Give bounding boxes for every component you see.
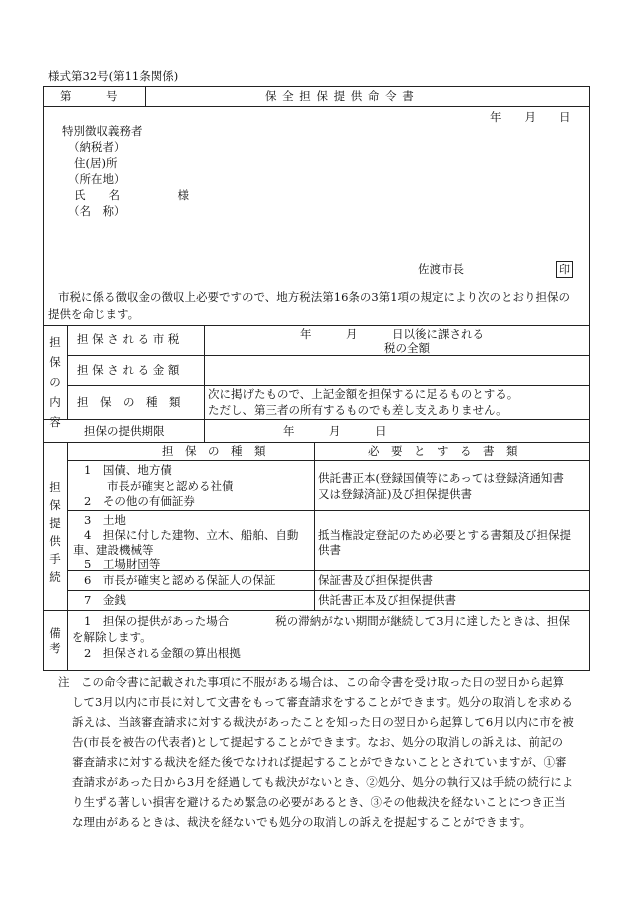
collateral-type-label: 担 保 の 種 類 [77, 395, 181, 409]
note-line-3: 訴えは、当該審査請求に対する裁決があったことを知った日の翌日から起算して6月以内に市を被 [72, 715, 574, 729]
document-number-label: 第 号 [60, 89, 118, 103]
secured-amount-label: 担 保 さ れ る 金 額 [77, 363, 180, 377]
note-line-8: な理由があるときは、裁決を経ないでも処分の取消しの訴えを提起することができます。 [72, 815, 532, 829]
procedure-row-2-kind-line3: 車、建設機械等 [73, 543, 154, 557]
note-line-7: り生ずる著しい損害を避けるため緊急の必要があるとき、③その他裁決を経ないことにつき正当 [72, 795, 566, 809]
procedure-row-1-doc-line1: 供託書正本(登録国債等にあっては登録済通知書 [318, 471, 564, 485]
document-title: 保 全 担 保 提 供 命 令 書 [265, 89, 415, 103]
issue-date: 年 月 日 [490, 110, 571, 124]
procedure-row-3-kind: 6 市長が確実と認める保証人の保証 [84, 573, 276, 587]
issuer-name: 佐渡市長 [418, 262, 464, 276]
recipient-taxpayer-label: （納税者） [68, 140, 126, 154]
secured-tax-label: 担 保 さ れ る 市 税 [77, 332, 180, 346]
procedure-row-2-doc-line2: 供書 [318, 543, 341, 557]
procedure-kind-header: 担 保 の 種 類 [162, 444, 266, 458]
intro-text-line1: 市税に係る徴収金の徴収上必要ですので、地方税法第16条の3第1項の規定により次のとおり担保の [58, 290, 571, 304]
remarks-line1: 1 担保の提供があった場合 税の滞納がない期間が継続して3月に達したときは、担保 [84, 614, 571, 628]
recipient-location-label: （所在地） [68, 172, 126, 186]
procedure-side-label: 担保提供手続 [49, 480, 61, 584]
note-line-6: 査請求があった日から3月を経過しても裁決がないとき、②処分、処分の執行又は手続の続行によ [72, 775, 574, 789]
procedure-row-2-kind-line2: 4 担保に付した建物、立木、船舶、自動 [84, 528, 299, 542]
remarks-line3: 2 担保される金額の算出根拠 [84, 646, 241, 660]
note-line-1: 注 この命令書に記載された事項に不服がある場合は、この命令書を受け取った日の翌日から起算 [58, 675, 564, 689]
intro-text-line2: 提供を命じます。 [48, 307, 140, 321]
official-seal: 印 [556, 261, 573, 278]
remarks-line2: を解除します。 [72, 630, 152, 644]
procedure-row-4-kind: 7 金銭 [84, 593, 126, 607]
procedure-row-2-kind-line1: 3 土地 [84, 513, 126, 527]
recipient-name-label: 氏 名 様 [74, 188, 189, 202]
procedure-row-3-doc: 保証書及び担保提供書 [318, 573, 433, 587]
form-number: 様式第32号(第11条関係) [48, 69, 179, 83]
recipient-corp-name-label: （名 称） [68, 204, 126, 218]
note-line-2: して3月以内に市長に対して文書をもって審査請求をすることができます。処分の取消しを求める [72, 695, 573, 709]
procedure-docs-header: 必 要 と す る 書 類 [368, 444, 518, 458]
procedure-row-4-doc: 供託書正本及び担保提供書 [318, 593, 456, 607]
collateral-content-side-label: 担保の内容 [49, 335, 61, 429]
deadline-label: 担保の提供期限 [84, 424, 165, 438]
procedure-row-1-doc-line2: 又は登録済証)及び担保提供書 [318, 487, 472, 501]
deadline-value: 年 月 日 [283, 424, 387, 438]
collateral-type-text-line2: ただし、第三者の所有するものでも差し支えありません。 [208, 403, 508, 417]
procedure-row-2-doc-line1: 抵当権設定登記のため必要とする書類及び担保提 [318, 528, 571, 542]
collateral-type-text-line1: 次に掲げたもので、上記金額を担保するに足るものとする。 [208, 387, 519, 401]
note-line-5: 審査請求に対する裁決を経た後でなければ提起することができないこととされていますが、①審 [72, 755, 567, 769]
recipient-address-label: 住(居)所 [74, 156, 118, 170]
secured-tax-date: 年 月 日以後に課される [300, 327, 484, 341]
secured-tax-scope: 税の全額 [384, 341, 430, 355]
procedure-row-1-kind-line1: 1 国債、地方債 [84, 463, 172, 477]
procedure-row-1-kind-line3: 2 その他の有価証券 [84, 494, 195, 508]
note-line-4: 告(市長を被告の代表者)として提起することができます。なお、処分の取消しの訴えは、前記の [72, 735, 564, 749]
remarks-side-label: 備考 [49, 626, 61, 655]
procedure-row-2-kind-line4: 5 工場財団等 [84, 557, 161, 571]
recipient-type-label: 特別徴収義務者 [62, 124, 143, 138]
procedure-row-1-kind-line2: 市長が確実と認める社債 [84, 479, 234, 493]
